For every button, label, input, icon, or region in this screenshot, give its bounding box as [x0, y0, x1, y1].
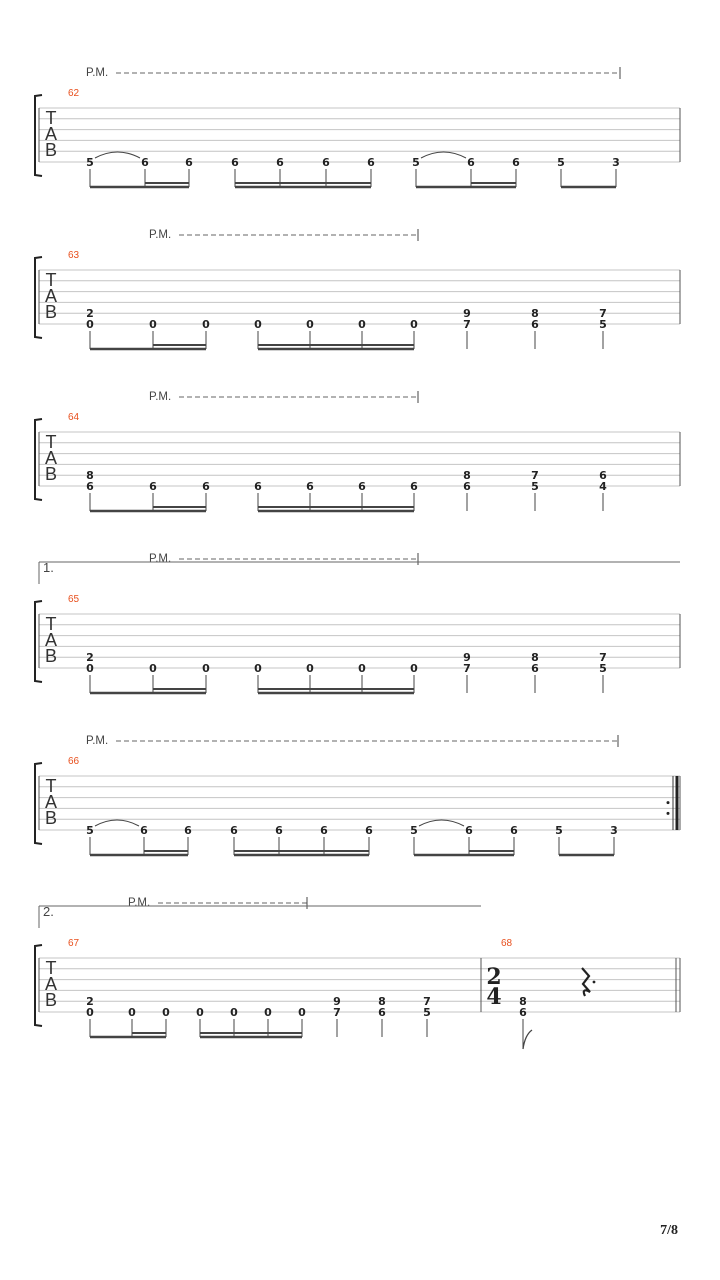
fret-number: 6 — [86, 480, 94, 493]
fret-number: 6 — [599, 469, 607, 483]
tab-clef-letter: T — [45, 958, 57, 978]
fret-number: 0 — [306, 662, 314, 675]
fret-number: 6 — [378, 1006, 386, 1019]
fret-number: 8 — [531, 651, 539, 665]
fret-number: 7 — [531, 469, 539, 483]
fret-number: 5 — [531, 480, 539, 493]
fret-number: 5 — [410, 824, 418, 837]
tie-arc — [95, 820, 139, 826]
palm-mute-label: P.M. — [128, 897, 151, 909]
palm-mute-label: P.M. — [149, 553, 172, 565]
fret-number: 8 — [86, 469, 94, 483]
fret-number: 0 — [162, 1006, 170, 1019]
tab-clef-letter: A — [44, 792, 58, 812]
fret-number: 6 — [467, 156, 475, 169]
fret-number: 3 — [612, 156, 620, 169]
fret-number: 6 — [510, 824, 518, 837]
fret-number: 5 — [423, 1006, 431, 1019]
time-signature-bottom: 4 — [486, 984, 502, 1010]
fret-number: 5 — [599, 662, 607, 675]
fret-number: 6 — [254, 480, 262, 493]
fret-number: 2 — [86, 307, 94, 321]
fret-number: 6 — [141, 156, 149, 169]
fret-number: 0 — [298, 1006, 306, 1019]
fret-number: 0 — [86, 318, 94, 331]
repeat-dot — [667, 801, 670, 804]
fret-number: 7 — [599, 307, 607, 321]
repeat-dot — [667, 812, 670, 815]
fret-number: 7 — [333, 1006, 341, 1019]
page-number: 7/8 — [660, 1223, 678, 1238]
tab-clef-letter: B — [44, 990, 58, 1010]
quarter-rest-icon — [582, 968, 590, 996]
fret-number: 9 — [333, 995, 341, 1009]
fret-number: 6 — [184, 824, 192, 837]
tab-clef-letter: T — [45, 614, 57, 634]
fret-number: 0 — [410, 662, 418, 675]
fret-number: 7 — [423, 995, 431, 1009]
tab-clef-letter: T — [45, 776, 57, 796]
tab-clef-letter: T — [45, 432, 57, 452]
tie-arc — [95, 152, 140, 158]
fret-number: 7 — [599, 651, 607, 665]
tab-clef-letter: T — [45, 108, 57, 128]
fret-number: 5 — [412, 156, 420, 169]
tab-clef-letter: B — [44, 646, 58, 666]
fret-number: 6 — [140, 824, 148, 837]
fret-number: 8 — [531, 307, 539, 321]
fret-number: 6 — [465, 824, 473, 837]
palm-mute-label: P.M. — [149, 229, 172, 241]
fret-number: 0 — [254, 318, 262, 331]
fret-number: 0 — [149, 662, 157, 675]
fret-number: 8 — [378, 995, 386, 1009]
measure-number: 62 — [68, 88, 80, 99]
fret-number: 6 — [367, 156, 375, 169]
volta-label: 1. — [43, 560, 54, 575]
fret-number: 0 — [128, 1006, 136, 1019]
fret-number: 0 — [202, 318, 210, 331]
fret-number: 0 — [264, 1006, 272, 1019]
fret-number: 5 — [555, 824, 563, 837]
fret-number: 9 — [463, 651, 471, 665]
fret-number: 8 — [519, 995, 527, 1009]
fret-number: 5 — [557, 156, 565, 169]
fret-number: 9 — [463, 307, 471, 321]
note-flag — [523, 1030, 532, 1049]
fret-number: 6 — [365, 824, 373, 837]
fret-number: 6 — [149, 480, 157, 493]
rest-dot — [593, 981, 596, 984]
fret-number: 0 — [202, 662, 210, 675]
fret-number: 0 — [230, 1006, 238, 1019]
tab-clef-letter: B — [44, 140, 58, 160]
fret-number: 0 — [86, 1006, 94, 1019]
fret-number: 4 — [599, 480, 607, 493]
measure-number: 64 — [68, 412, 80, 423]
fret-number: 5 — [86, 824, 94, 837]
palm-mute-label: P.M. — [149, 391, 172, 403]
measure-number: 65 — [68, 594, 80, 605]
tie-arc — [419, 820, 464, 826]
volta-label: 2. — [43, 904, 54, 919]
fret-number: 6 — [519, 1006, 527, 1019]
fret-number: 6 — [185, 156, 193, 169]
palm-mute-label: P.M. — [86, 735, 109, 747]
fret-number: 6 — [306, 480, 314, 493]
fret-number: 2 — [86, 651, 94, 665]
tab-clef-letter: A — [44, 974, 58, 994]
fret-number: 6 — [322, 156, 330, 169]
measure-number: 67 — [68, 938, 80, 949]
time-signature-top: 2 — [486, 964, 502, 990]
fret-number: 0 — [358, 318, 366, 331]
fret-number: 6 — [231, 156, 239, 169]
measure-number: 63 — [68, 250, 80, 261]
fret-number: 6 — [202, 480, 210, 493]
fret-number: 0 — [254, 662, 262, 675]
fret-number: 6 — [275, 824, 283, 837]
fret-number: 0 — [196, 1006, 204, 1019]
fret-number: 6 — [320, 824, 328, 837]
fret-number: 6 — [276, 156, 284, 169]
fret-number: 0 — [358, 662, 366, 675]
tab-clef-letter: A — [44, 286, 58, 306]
fret-number: 7 — [463, 662, 471, 675]
fret-number: 0 — [410, 318, 418, 331]
tab-clef-letter: A — [44, 448, 58, 468]
tab-clef-letter: A — [44, 630, 58, 650]
fret-number: 6 — [230, 824, 238, 837]
fret-number: 5 — [86, 156, 94, 169]
fret-number: 0 — [86, 662, 94, 675]
fret-number: 6 — [512, 156, 520, 169]
fret-number: 8 — [463, 469, 471, 483]
fret-number: 6 — [410, 480, 418, 493]
tab-clef-letter: B — [44, 808, 58, 828]
measure-number: 68 — [501, 938, 513, 949]
fret-number: 0 — [306, 318, 314, 331]
measure-number: 66 — [68, 756, 80, 767]
fret-number: 6 — [358, 480, 366, 493]
palm-mute-label: P.M. — [86, 67, 109, 79]
fret-number: 2 — [86, 995, 94, 1009]
fret-number: 5 — [599, 318, 607, 331]
fret-number: 6 — [531, 662, 539, 675]
fret-number: 3 — [610, 824, 618, 837]
fret-number: 7 — [463, 318, 471, 331]
tie-arc — [421, 152, 466, 158]
tab-clef-letter: T — [45, 270, 57, 290]
fret-number: 6 — [463, 480, 471, 493]
tab-clef-letter: B — [44, 302, 58, 322]
tab-clef-letter: A — [44, 124, 58, 144]
tab-clef-letter: B — [44, 464, 58, 484]
fret-number: 0 — [149, 318, 157, 331]
fret-number: 6 — [531, 318, 539, 331]
